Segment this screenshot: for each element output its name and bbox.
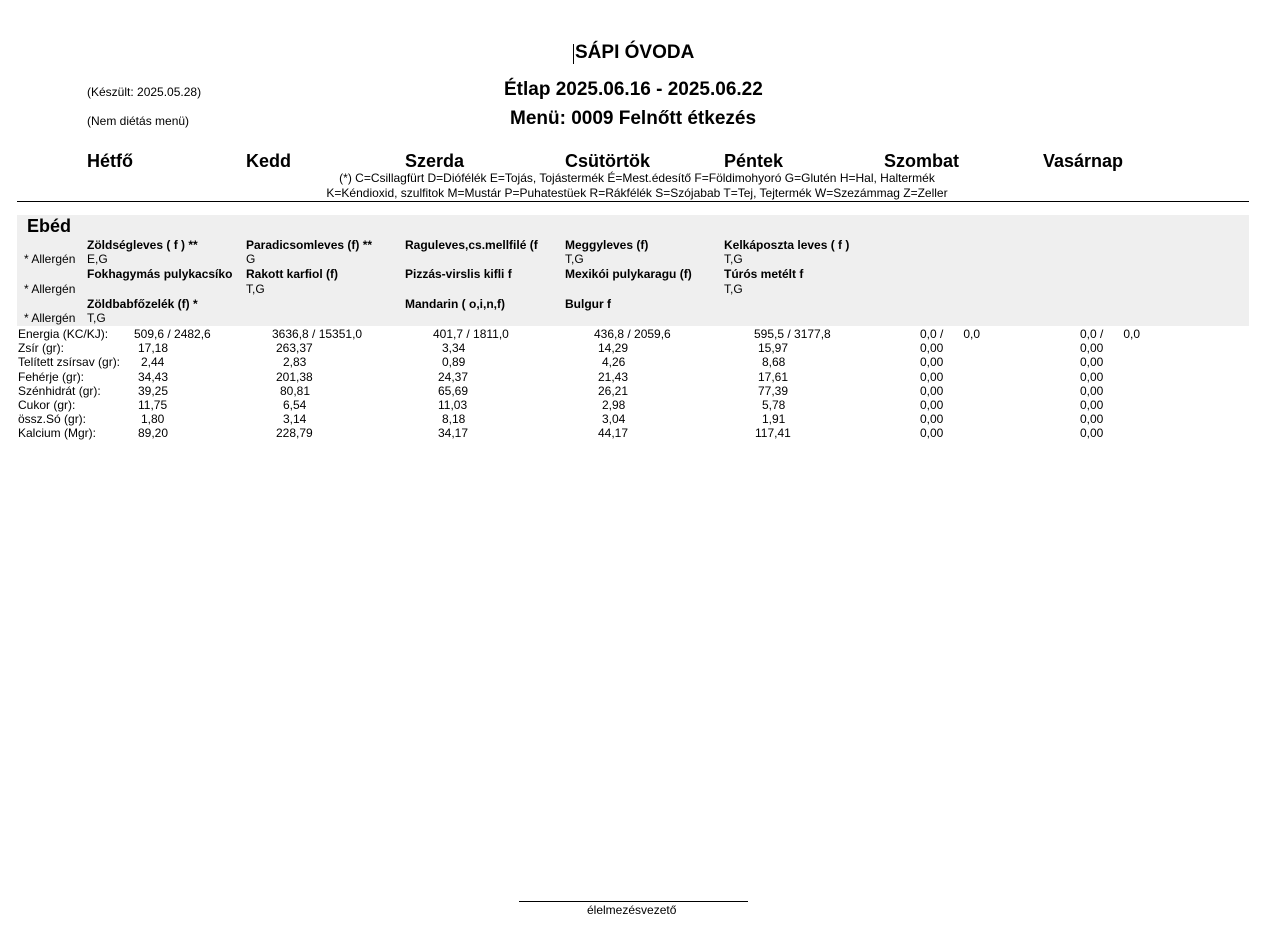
allergen-legend-line-2: K=Kéndioxid, szulfitok M=Mustár P=Puhatestüek R=Rákfélék S=Szójabab T=Tej, Tejtermék W=Szezámmag Z=Zeller: [326, 186, 948, 200]
nutrition-value: 89,20: [138, 426, 169, 440]
allergen-hetfo-3: T,G: [87, 311, 106, 325]
nutrition-value: 3,04: [602, 412, 626, 426]
nutrition-value: 263,37: [276, 341, 313, 355]
allergen-pentek-2: T,G: [724, 282, 743, 296]
nutrition-label-sp: össz.Só (gr):: [18, 412, 87, 426]
nutrition-value: 0,00: [1080, 426, 1104, 440]
nutrition-value: 26,21: [598, 384, 629, 398]
nutrition-value: 0,00: [920, 370, 944, 384]
nutrition-value: 11,75: [138, 398, 168, 412]
nutrition-value: 0,0 / 0,0: [920, 327, 981, 341]
nutrition-value: 3636,8 / 15351,0: [272, 327, 363, 341]
nutrition-value: 595,5 / 3177,8: [754, 327, 831, 341]
nutrition-value: 3,34: [442, 341, 466, 355]
nutrition-value: 509,6 / 2482,6: [134, 327, 211, 341]
day-header-szerda: Szerda: [405, 151, 465, 171]
diet-note: (Nem diétás menü): [87, 114, 190, 128]
nutrition-value: 17,18: [138, 341, 169, 355]
allergen-label: * Allergén: [24, 252, 76, 266]
signature-label: élelmezésvezető: [587, 903, 677, 917]
dish-pentek-2: Túrós metélt f: [724, 267, 804, 281]
school-title: SÁPI ÓVODA: [575, 42, 695, 63]
nutrition-value: 0,00: [1080, 341, 1104, 355]
nutrition-value: 0,00: [1080, 370, 1104, 384]
nutrition-value: 6,54: [283, 398, 307, 412]
nutrition-label-cukor: Cukor (gr):: [18, 398, 76, 412]
allergen-kedd-2: T,G: [246, 282, 265, 296]
dish-csutortok-3: Bulgur f: [565, 297, 611, 311]
nutrition-value: 44,17: [598, 426, 629, 440]
nutrition-value: 0,00: [920, 398, 944, 412]
nutrition-value: 4,26: [602, 355, 626, 369]
nutrition-value: 77,39: [758, 384, 789, 398]
menu-name-title: Menü: 0009 Felnőtt étkezés: [510, 108, 757, 129]
dish-szerda-1: Raguleves,cs.mellfilé (f: [405, 238, 538, 252]
dish-hetfo-3: Zöldbabfőzelék (f) *: [87, 297, 198, 311]
nutrition-value: 80,81: [280, 384, 311, 398]
nutrition-value: 0,00: [920, 412, 944, 426]
nutrition-label-telitett-zsirsav: Telített zsírsav (gr):: [18, 355, 121, 369]
nutrition-value: 2,83: [283, 355, 307, 369]
nutrition-value: 8,18: [442, 412, 466, 426]
nutrition-value: 436,8 / 2059,6: [594, 327, 671, 341]
nutrition-label-szenhidrat: Szénhidrát (gr):: [18, 384, 101, 398]
nutrition-value: 34,17: [438, 426, 469, 440]
nutrition-label-feherje: Fehérje (gr):: [18, 370, 85, 384]
nutrition-value: 1,80: [141, 412, 165, 426]
menu-period-title: Étlap 2025.06.16 - 2025.06.22: [504, 79, 763, 100]
nutrition-value: 0,00: [920, 384, 944, 398]
nutrition-value: 17,61: [758, 370, 789, 384]
allergen-hetfo-1: E,G: [87, 252, 108, 266]
nutrition-value: 11,03: [438, 398, 468, 412]
nutrition-value: 65,69: [438, 384, 469, 398]
nutrition-value: 21,43: [598, 370, 629, 384]
dish-hetfo-2: Fokhagymás pulykacsíko: [87, 267, 233, 281]
allergen-kedd-1: G: [246, 252, 256, 266]
nutrition-value: 0,00: [1080, 355, 1104, 369]
nutrition-label-energia: Energia (KC/KJ):: [18, 327, 109, 341]
nutrition-value: 24,37: [438, 370, 469, 384]
nutrition-value: 201,38: [276, 370, 313, 384]
nutrition-value: 34,43: [138, 370, 169, 384]
nutrition-value: 0,00: [1080, 384, 1104, 398]
nutrition-value: 401,7 / 1811,0: [433, 327, 509, 341]
nutrition-value: 0,0 / 0,0: [1080, 327, 1141, 341]
dish-szerda-2: Pizzás-virslis kifli f: [405, 267, 512, 281]
nutrition-value: 0,00: [920, 426, 944, 440]
day-header-szombat: Szombat: [884, 151, 960, 171]
allergen-label: * Allergén: [24, 282, 76, 296]
nutrition-value: 0,00: [920, 355, 944, 369]
nutrition-value: 5,78: [762, 398, 786, 412]
dish-pentek-1: Kelkáposzta leves ( f ): [724, 238, 850, 252]
nutrition-value: 8,68: [762, 355, 786, 369]
nutrition-value: 228,79: [276, 426, 313, 440]
created-date: (Készült: 2025.05.28): [87, 85, 202, 99]
nutrition-value: 0,00: [1080, 398, 1104, 412]
nutrition-value: 0,89: [442, 355, 466, 369]
dish-szerda-3: Mandarin ( o,i,n,f): [405, 297, 505, 311]
allergen-label: * Allergén: [24, 311, 76, 325]
nutrition-value: 39,25: [138, 384, 169, 398]
nutrition-label-zsir: Zsír (gr):: [18, 341, 64, 355]
dish-csutortok-2: Mexikói pulykaragu (f): [565, 267, 692, 281]
dish-csutortok-1: Meggyleves (f): [565, 238, 649, 252]
nutrition-value: 15,97: [758, 341, 789, 355]
dish-hetfo-1: Zöldségleves ( f ) **: [87, 238, 198, 252]
nutrition-value: 14,29: [598, 341, 629, 355]
nutrition-value: 1,91: [762, 412, 786, 426]
day-header-hetfo: Hétfő: [87, 151, 133, 171]
day-header-vasarnap: Vasárnap: [1043, 151, 1124, 171]
nutrition-label-kalcium: Kalcium (Mgr):: [18, 426, 97, 440]
nutrition-value: 0,00: [920, 341, 944, 355]
day-header-pentek: Péntek: [724, 151, 784, 171]
nutrition-value: 2,44: [141, 355, 165, 369]
nutrition-value: 2,98: [602, 398, 626, 412]
day-header-csutortok: Csütörtök: [565, 151, 650, 171]
allergen-csutortok-1: T,G: [565, 252, 584, 266]
nutrition-value: 117,41: [755, 426, 791, 440]
header-divider: [17, 201, 1249, 202]
signature-line: [519, 901, 748, 902]
dish-kedd-2: Rakott karfiol (f): [246, 267, 339, 281]
nutrition-value: 0,00: [1080, 412, 1104, 426]
allergen-legend-line-1: (*) C=Csillagfürt D=Diófélék E=Tojás, Tojástermék É=Mest.édesítő F=Földimohyoró G=Glutén H=Hal, Haltermék: [339, 171, 935, 185]
text-cursor: [573, 44, 574, 64]
allergen-pentek-1: T,G: [724, 252, 743, 266]
nutrition-value: 3,14: [283, 412, 307, 426]
day-header-kedd: Kedd: [246, 151, 291, 171]
dish-kedd-1: Paradicsomleves (f) **: [246, 238, 373, 252]
meal-name: Ebéd: [27, 216, 72, 236]
